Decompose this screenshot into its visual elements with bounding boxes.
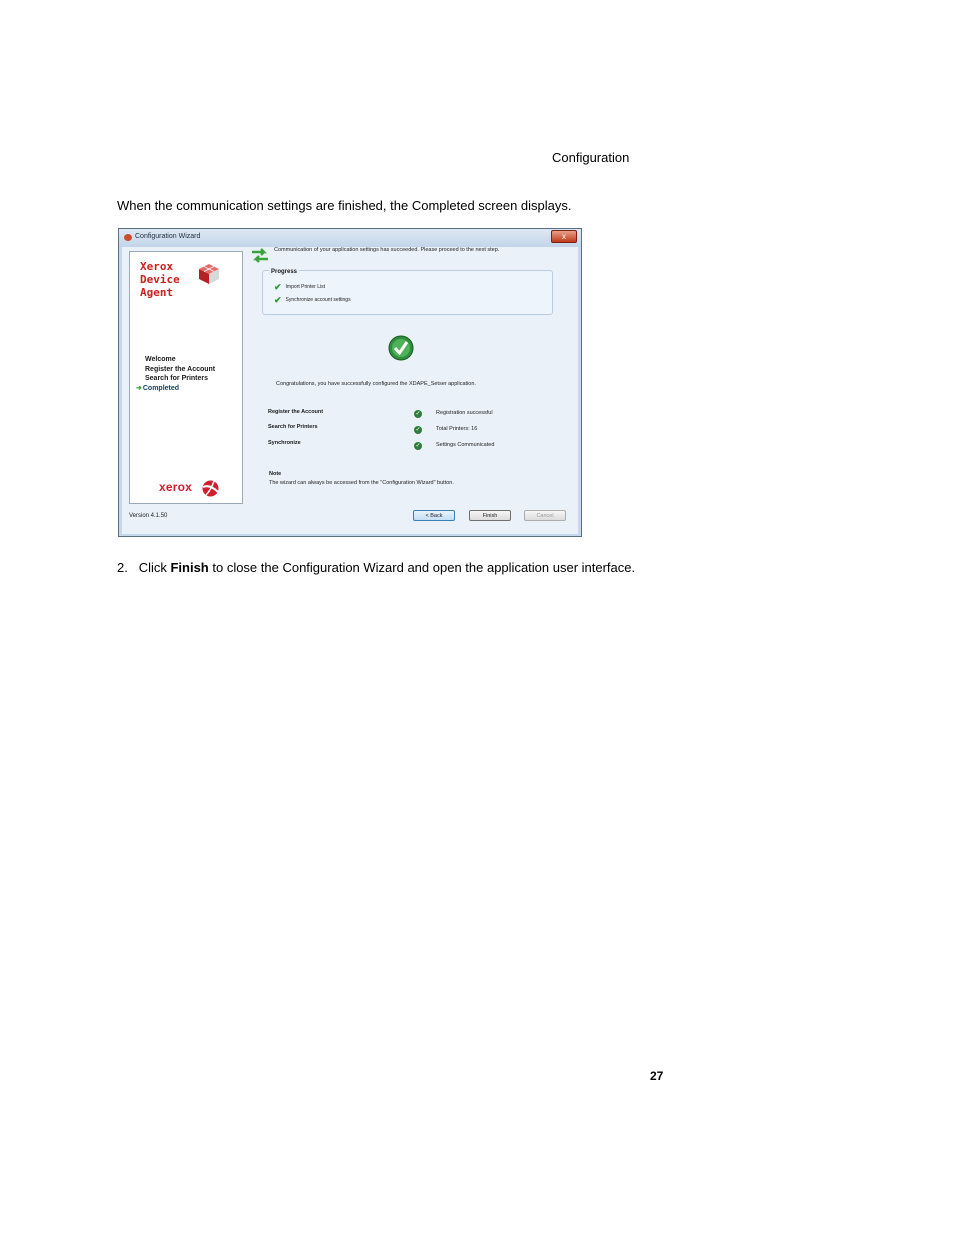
instruction-step <box>117 560 635 575</box>
note-text: The wizard can always be accessed from the "Configuration Wizard" button. <box>269 480 454 486</box>
result-value: Settings Communicated <box>436 442 495 448</box>
finish-button[interactable]: Finish <box>469 510 511 521</box>
result-ok-icon: ✓ <box>415 443 421 449</box>
close-button[interactable]: x <box>551 230 577 243</box>
congratulations-text: Congratulations, you have successfully configured the XDAPE_Setser application. <box>276 381 476 387</box>
window-title: Configuration Wizard <box>135 233 201 240</box>
result-label: Synchronize <box>268 440 301 446</box>
configuration-wizard-screenshot <box>118 228 582 537</box>
step-prefix: Click <box>138 560 171 575</box>
success-check-icon <box>388 335 414 361</box>
communication-arrows-icon <box>250 247 270 265</box>
page-number: 27 <box>650 1069 664 1083</box>
result-ok-icon: ✓ <box>415 411 421 417</box>
brand-line: Agent <box>140 286 174 299</box>
step-number: 2. <box>117 560 128 575</box>
result-ok-icon: ✓ <box>415 427 421 433</box>
step-search: Search for Printers <box>145 375 209 382</box>
progress-title: Progress <box>271 269 298 275</box>
cube-logo-icon <box>196 262 222 286</box>
progress-item: ✔ Import Printer List <box>274 282 326 292</box>
result-label: Search for Printers <box>268 424 318 430</box>
result-value: Registration successful <box>436 410 493 416</box>
current-step-arrow-icon: ➜ <box>136 384 142 392</box>
note-title: Note <box>269 471 282 477</box>
progress-group <box>262 270 553 315</box>
wizard-steps <box>136 355 216 393</box>
cancel-button[interactable]: Cancel <box>524 510 566 521</box>
result-label: Register the Account <box>268 409 324 415</box>
brand-line: Device <box>140 273 180 286</box>
checkmark-icon: ✔ <box>274 282 282 292</box>
product-brand <box>140 260 180 299</box>
xerox-logo: xerox <box>159 480 193 494</box>
step-completed <box>136 384 215 394</box>
back-button[interactable]: < Back <box>413 510 455 521</box>
wizard-sidebar <box>129 251 243 504</box>
version-label: Version 4.1.50 <box>129 513 168 519</box>
status-message: Communication of your application settings has succeeded. Please proceed to the next step. <box>274 247 500 253</box>
step-suffix: to close the Configuration Wizard and open the application user interface. <box>208 560 636 575</box>
brand-line: Xerox <box>140 260 174 273</box>
step-welcome: Welcome <box>145 356 176 363</box>
window-titlebar <box>119 229 581 247</box>
step-emphasis: Finish <box>170 560 209 575</box>
progress-item: ✔ Synchronize account settings <box>274 295 351 305</box>
page-header: Configuration <box>552 150 630 165</box>
app-icon <box>124 234 132 241</box>
wizard-client-area <box>122 247 578 534</box>
xerox-sphere-icon <box>202 480 219 497</box>
intro-paragraph: When the communication settings are finished, the Completed screen displays. <box>117 198 572 213</box>
checkmark-icon: ✔ <box>274 295 282 305</box>
result-value: Total Printers: 16 <box>436 426 478 432</box>
step-register: Register the Account <box>145 365 216 373</box>
step-completed-label: Completed <box>142 384 180 392</box>
